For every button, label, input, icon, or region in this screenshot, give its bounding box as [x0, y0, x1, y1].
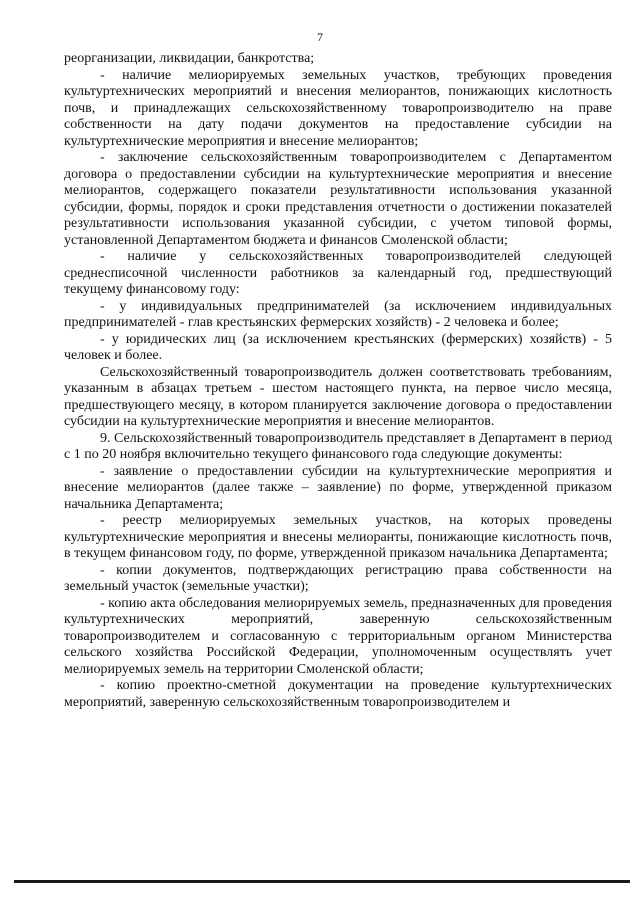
paragraph-design-documentation: - копию проектно-сметной документации на проведение культуртехнических мероприятий, заверенную сельскохозяйственным товаропроизводителем и — [64, 678, 612, 710]
paragraph-inspection-act: - копию акта обследования мелиорируемых земель, предназначенных для проведения культуртехнических мероприятий, заверенную сельскохозяйственным товаропроизводителем и согласованную с территориальным органом Министерства сельского хозяйства Российской Федерации, уполномоченным осуществлять учет мелиорируемых земель на территории Смоленской области; — [64, 595, 612, 677]
document-body — [64, 51, 612, 711]
paragraph-item-9: 9. Сельскохозяйственный товаропроизводитель представляет в Департамент в период с 1 по 20 ноября включительно текущего финансового года следующие документы: — [64, 430, 612, 462]
paragraph-registry: - реестр мелиорируемых земельных участков, на которых проведены культуртехнические мероприятия и внесены мелиоранты, понижающие кислотность почв, в текущем финансовом году, по форме, утвержденной приказом начальника Департамента; — [64, 513, 612, 561]
bottom-rule — [14, 880, 630, 883]
page-number: 7 — [317, 30, 323, 44]
paragraph-entrepreneurs: - у индивидуальных предпринимателей (за исключением индивидуальных предпринимателей - глав крестьянских фермерских хозяйств) - 2 человека и более; — [64, 298, 612, 330]
paragraph-ownership-copies: - копии документов, подтверждающих регистрацию права собственности на земельный участок (земельные участки); — [64, 562, 612, 594]
paragraph-legal-entities: - у юридических лиц (за исключением крестьянских (фермерских) хозяйств) - 5 человек и более. — [64, 331, 612, 363]
paragraph-reorganization: реорганизации, ликвидации, банкротства; — [64, 51, 315, 66]
paragraph-application: - заявление о предоставлении субсидии на культуртехнические мероприятия и внесение мелиорантов (далее также – заявление) по форме, утвержденной приказом начальника Департамента; — [64, 463, 612, 512]
paragraph-headcount: - наличие у сельскохозяйственных товаропроизводителей следующей среднесписочной численности работников за календарный год, предшествующий текущему финансовому году: — [64, 249, 612, 297]
paragraph-agreement: - заключение сельскохозяйственным товаропроизводителем с Департаментом договора о предоставлении субсидии на культуртехнические мероприятия и внесение мелиорантов, содержащего показатели результативности использования указанной субсидии, формы, порядок и сроки представления отчетности о достижении показателей результативности использования указанной субсидии, с учетом типовой формы, установленной Департаментом бюджета и финансов Смоленской области; — [64, 150, 612, 248]
paragraph-requirements: Сельскохозяйственный товаропроизводитель должен соответствовать требованиям, указанным в абзацах третьем - шестом настоящего пункта, на первое число месяца, предшествующего месяцу, в котором планируется заключение договора о предоставлении субсидии на культуртехнические мероприятия и внесение мелиорантов. — [64, 364, 612, 429]
paragraph-land-plots: - наличие мелиорируемых земельных участков, требующих проведения культуртехнических мероприятий и внесения мелиорантов, понижающих кислотность почв, и принадлежащих сельскохозяйственному товаропроизводителю на праве собственности на дату подачи документов на предоставление субсидии на культуртехнические мероприятия и внесение мелиорантов; — [64, 67, 612, 149]
